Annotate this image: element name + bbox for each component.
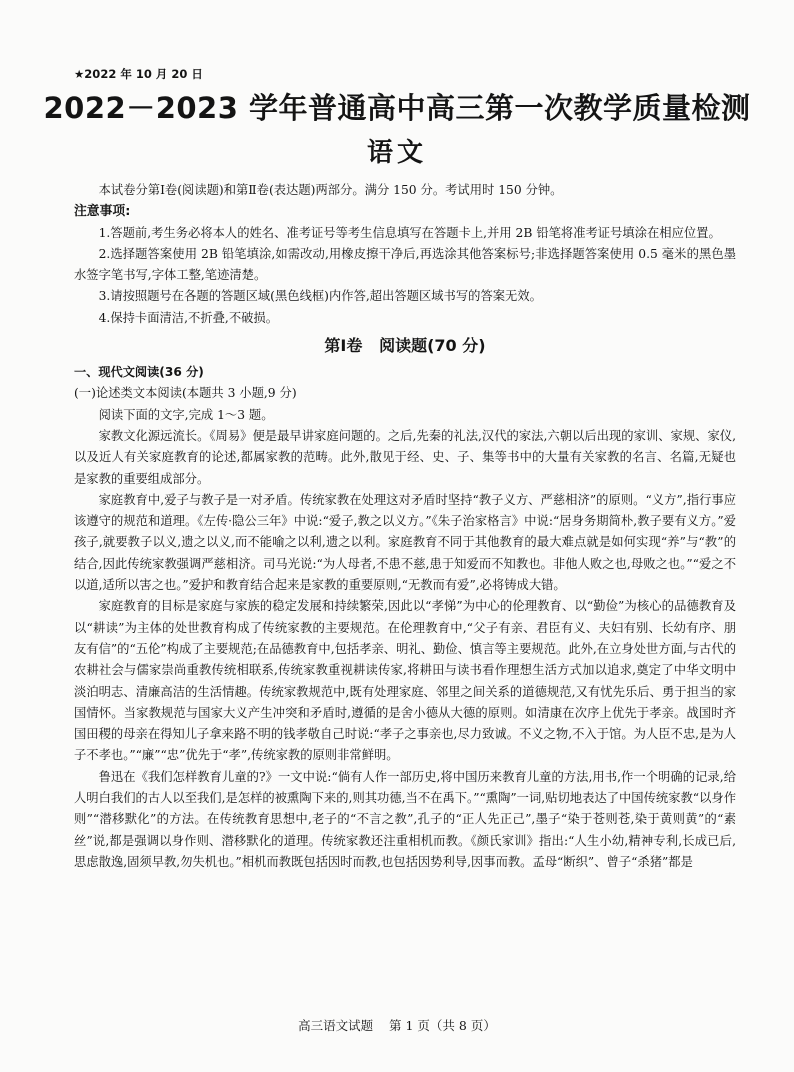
notice-item-2: 2.选择题答案使用 2B 铅笔填涂,如需改动,用橡皮擦干净后,再选涂其他答案标号;非选择题答案使用 0.5 毫米的黑色墨水签字笔书写,字体工整,笔迹清楚。 — [74, 246, 736, 283]
passage-paragraph: 家庭教育的目标是家庭与家族的稳定发展和持续繁荣,因此以“孝悌”为中心的伦理教育、以“勤俭”为核心的品德教育及以“耕读”为主体的处世教育构成了传统家教的主要规范。在伦理教育中,“父子有亲、君臣有义、夫妇有别、长幼有序、朋友有信”的“五伦”构成了主要规范;在品德教育中,包括孝亲、明礼、勤俭、慎言等主要规范。此外,在立身处世方面,与古代的农耕社会与儒家崇尚重教传统相联系,传统家教重视耕读传家,将耕田与读书看作理想生活方式加以追求,奠定了中华文明中淡泊明志、清廉高洁的生活情趣。传统家教规范中,既有处理家庭、邻里之间关系的道德规范,又有忧先乐后、勇于担当的家国情怀。当家教规范与国家大义产生冲突和矛盾时,遵循的是舍小德从大德的原则。如清康在次序上优先于孝亲。战国时齐国田稷的母亲在得知儿子拿来路不明的钱孝敬自己时说:“孝子之事亲也,尽力致诚。不义之物,不入于馆。为人臣不忠,是为人子不孝也。”“廉”“忠”优先于“孝”,传统家教的原则非常鲜明。 — [74, 599, 736, 763]
exam-date: ★2022 年 10 月 20 日 — [74, 67, 203, 81]
exam-title: 2022－2023 学年普通高中高三第一次教学质量检测 — [43, 91, 751, 125]
notice-heading: 注意事项: — [74, 204, 131, 220]
exam-intro: 本试卷分第Ⅰ卷(阅读题)和第Ⅱ卷(表达题)两部分。满分 150 分。考试用时 150 分钟。 — [98, 183, 563, 197]
passage-paragraph: 鲁迅在《我们怎样教育儿童的?》一文中说:“倘有人作一部历史,将中国历来教育儿童的方法,用书,作一个明确的记录,给人明白我们的古人以至我们,是怎样的被熏陶下来的,则其功德,当不在禹下。”“熏陶”一词,贴切地表达了中国传统家教“以身作则”“潜移默化”的方法。在传统教育思想中,老子的“不言之教”,孔子的“正人先正己”,墨子“染于苍则苍,染于黄则黄”的“素丝”说,都是强调以身作则、潜移默化的道理。传统家教还注重相机而教。《颜氏家训》指出:“人生小幼,精神专利,长成已后,思虑散逸,固须早教,勿失机也。”相机而教既包括因时而教,也包括因势利导,因事而教。孟母“断织”、曾子“杀猪”都是 — [74, 769, 736, 869]
page-footer: 高三语文试题 第 1 页（共 8 页） — [298, 1018, 496, 1033]
passage-paragraph: 家教文化源远流长。《周易》便是最早讲家庭问题的。之后,先秦的礼法,汉代的家法,六朝以后出现的家训、家规、家仪,以及近人有关家庭教育的论述,都属家教的范畴。此外,散见于经、史、子、集等书中的大量有关家教的名言、名篇,无疑也是家教的重要组成部分。 — [74, 428, 736, 486]
notice-item-3: 3.请按照题号在各题的答题区域(黑色线框)内作答,超出答题区域书写的答案无效。 — [98, 289, 542, 304]
exam-body — [74, 180, 736, 873]
subpart-heading: (一)论述类文本阅读(本题共 3 小题,9 分) — [74, 386, 297, 401]
section-title: 第Ⅰ卷 阅读题(70 分) — [324, 336, 486, 356]
notice-item-1: 1.答题前,考生务必将本人的姓名、准考证号等考生信息填写在答题卡上,并用 2B 铅笔将准考证号填涂在相应位置。 — [98, 225, 721, 240]
reading-instruction: 阅读下面的文字,完成 1～3 题。 — [98, 407, 274, 422]
exam-subject: 语文 — [366, 138, 427, 168]
part-heading: 一、现代文阅读(36 分) — [74, 365, 204, 380]
passage-paragraph: 家庭教育中,爱子与教子是一对矛盾。传统家教在处理这对矛盾时坚持“教子义方、严慈相济”的原则。“义方”,指行事应该遵守的规范和道理。《左传·隐公三年》中说:“爱子,教之以义方。”《朱子治家格言》中说:“居身务期简朴,教子要有义方。”爱孩子,就要教子以义,遗之以义,而不能喻之以利,遗之以利。家庭教育不同于其他教育的最大难点就是如何实现“养”与“教”的结合,因此传统家教强调严慈相济。司马光说:“为人母者,不患不慈,患于知爱而不知教也。非他人败之也,母败之也。”“爱之不以道,适所以害之也。”爱护和教育结合起来是家教的重要原则,“无教而有爱”,必将铸成大错。 — [74, 492, 736, 593]
notice-item-4: 4.保持卡面清洁,不折叠,不破损。 — [98, 310, 279, 325]
